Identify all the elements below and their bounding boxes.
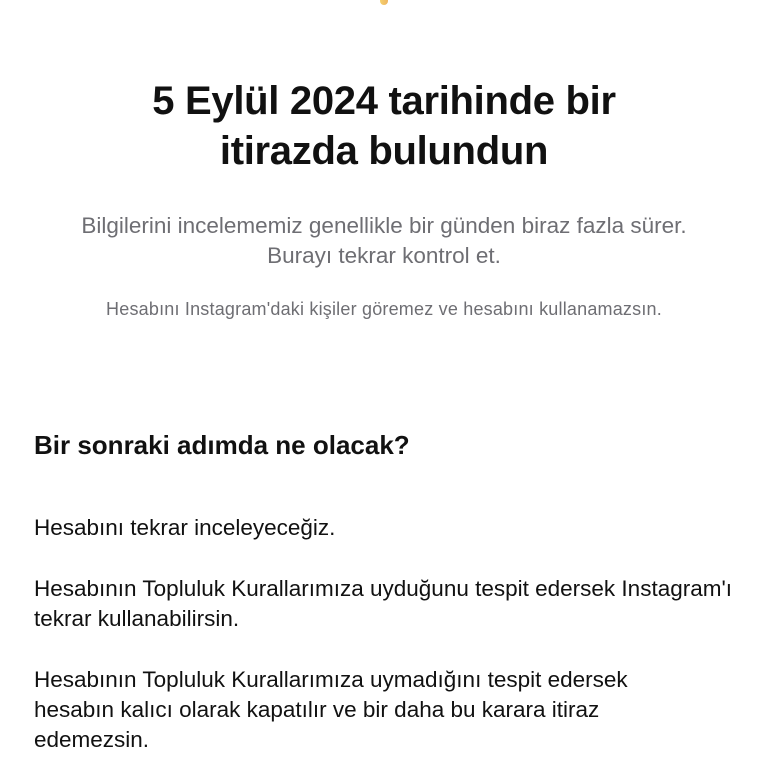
page-title [0,76,768,176]
page-header [0,76,768,176]
account-visibility-note: Hesabını Instagram'daki kişiler göremez ve hesabını kullanamazsın. [106,299,662,319]
next-step-paragraph-noncompliant: Hesabının Topluluk Kurallarımıza uymadığını tespit edersek hesabın kalıcı olarak kapatılır ve bir daha bu karara itiraz edemezsin. [34,667,628,752]
page-title-line-1: 5 Eylül 2024 tarihinde bir [152,79,616,123]
page-title-line-2: itirazda bulundun [219,129,549,173]
illustration-partial-icon [380,0,388,5]
next-step-paragraph-compliant: Hesabının Topluluk Kurallarımıza uyduğunu tespit edersek Instagram'ı tekrar kullanabilirsin. [34,576,733,631]
next-step-paragraph-review: Hesabını tekrar inceleyeceğiz. [34,515,336,540]
next-steps-heading: Bir sonraki adımda ne olacak? [34,430,410,460]
review-time-description: Bilgilerini incelememiz genellikle bir günden biraz fazla sürer. Burayı tekrar kontrol et. [81,213,687,268]
